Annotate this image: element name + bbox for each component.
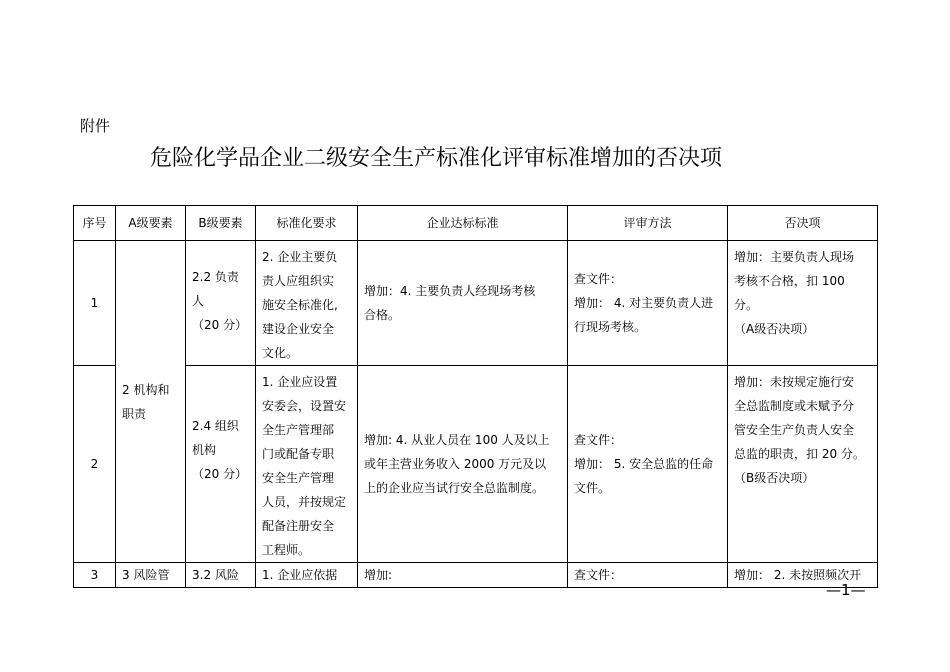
requirement: 2. 企业主要负 责人应组织实 施安全标准化, 建设企业安全 文化。 xyxy=(262,250,338,360)
table-row xyxy=(74,563,878,588)
header-method: 评审方法 xyxy=(568,206,728,241)
method-cell xyxy=(568,366,728,563)
method-cell xyxy=(568,241,728,366)
row-seq-cell xyxy=(74,366,116,563)
method: 查文件： 增加： 5. 安全总监的任命 文件。 xyxy=(574,433,714,495)
b-element: 2.2 负责 人 （20 分） xyxy=(192,270,248,332)
requirement-cell xyxy=(256,241,358,366)
table-row xyxy=(74,366,878,563)
row-seq: 2 xyxy=(90,457,99,471)
standard-cell xyxy=(358,563,568,588)
row-seq: 1 xyxy=(90,296,99,310)
standard-cell xyxy=(358,366,568,563)
row-seq-cell xyxy=(74,563,116,588)
a-element-cell xyxy=(116,563,186,588)
method-cell xyxy=(568,563,728,588)
a-element: 3 风险管 xyxy=(122,568,170,582)
b-element: 2.4 组织 机构 （20 分） xyxy=(192,419,248,481)
standard: 增加: 4. 从业人员在 100 人及以上 或年主营业务收入 2000 万元及以 上的企业应当试行安全总监制度。 xyxy=(364,433,550,495)
requirement: 1. 企业应设置 安委会，设置安 全生产管理部 门或配备专职 安全生产管理 人员，并按规定 配备注册安全 工程师。 xyxy=(262,375,347,557)
requirement: 1. 企业应依据 xyxy=(262,568,338,582)
veto: 增加：主要负责人现场 考核不合格，扣 100 分。 （A级否决项） xyxy=(734,250,855,336)
header-b-element: B级要素 xyxy=(186,206,256,241)
row-seq-cell xyxy=(74,241,116,366)
header-a-element: A级要素 xyxy=(116,206,186,241)
veto-cell xyxy=(728,366,878,563)
method: 查文件： 增加： 4. 对主要负责人进 行现场考核。 xyxy=(574,272,714,334)
header-requirement: 标准化要求 xyxy=(256,206,358,241)
veto: 增加： 2. 未按照频次开 xyxy=(734,568,862,582)
header-seq: 序号 xyxy=(74,206,116,241)
table-header-row xyxy=(74,206,878,241)
b-element: 3.2 风险 xyxy=(192,568,239,582)
b-element-cell xyxy=(186,366,256,563)
standards-table xyxy=(73,205,878,588)
standard-cell xyxy=(358,241,568,366)
header-standard: 企业达标标准 xyxy=(358,206,568,241)
a-element-cell xyxy=(116,241,186,563)
row-seq: 3 xyxy=(90,568,99,582)
a-element: 2 机构和 职责 xyxy=(122,382,170,421)
page-number: —1— xyxy=(826,581,866,599)
b-element-cell xyxy=(186,241,256,366)
header-veto: 否决项 xyxy=(728,206,878,241)
requirement-cell xyxy=(256,563,358,588)
attachment-label: 附件 xyxy=(80,117,111,135)
b-element-cell xyxy=(186,563,256,588)
veto: 增加：未按规定施行安 全总监制度或未赋予分 管安全生产负责人安全 总监的职责，扣 20 分。 （B级否决项） xyxy=(734,375,865,485)
standard: 增加：4. 主要负责人经现场考核 合格。 xyxy=(364,284,536,322)
table-row xyxy=(74,241,878,366)
document-title: 危险化学品企业二级安全生产标准化评审标准增加的否决项 xyxy=(150,146,723,171)
requirement-cell xyxy=(256,366,358,563)
method: 查文件： xyxy=(574,568,623,582)
veto-cell xyxy=(728,241,878,366)
standard: 增加: xyxy=(364,568,393,582)
